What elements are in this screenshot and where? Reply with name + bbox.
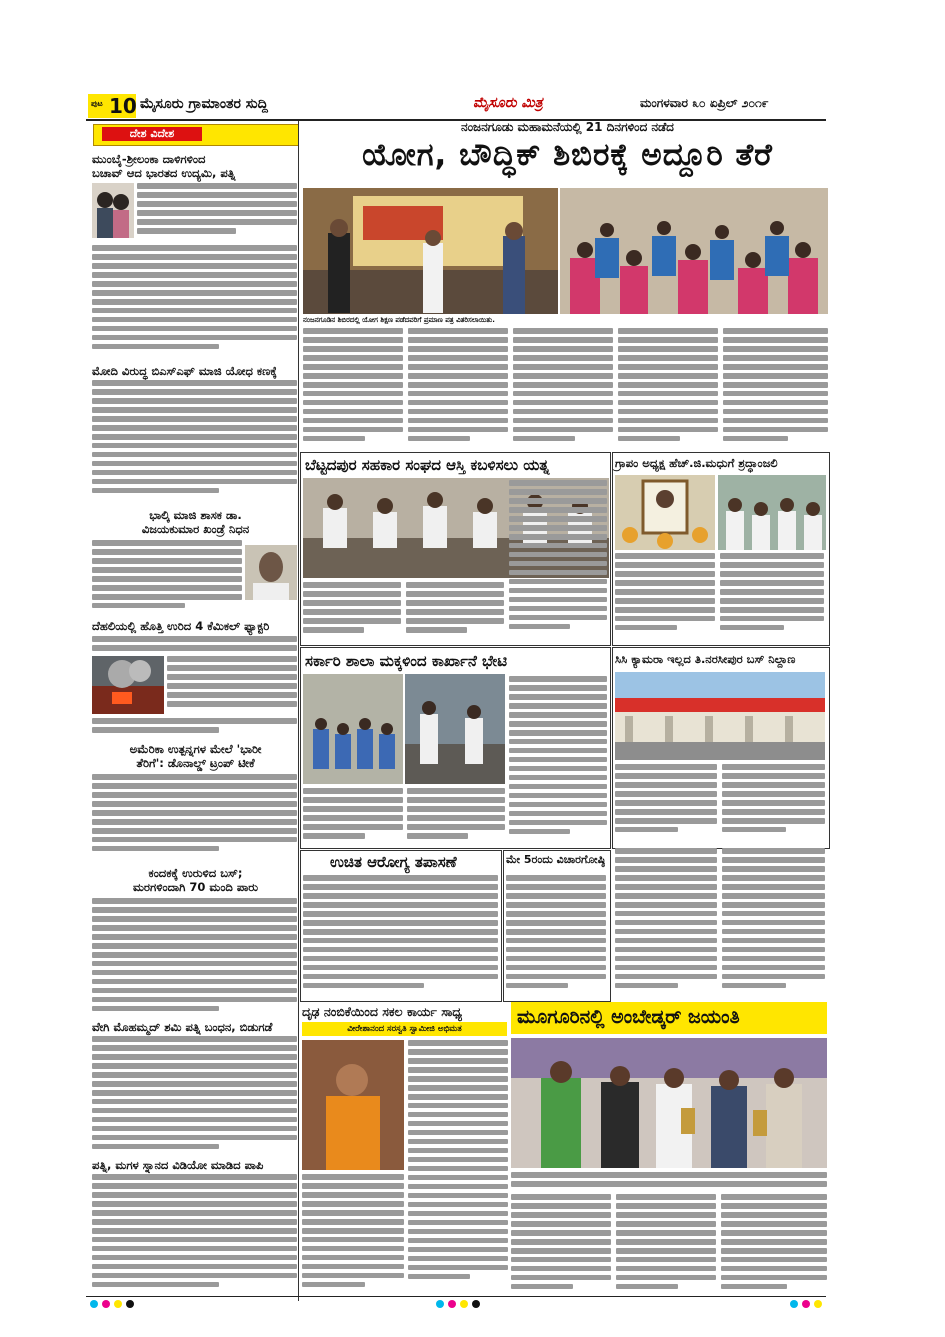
story-text <box>137 183 297 241</box>
sidebar-headline: ಭಾಲ್ಕಿ ಮಾಜಿ ಶಾಸಕ ಡಾ. <box>149 508 242 522</box>
school-children-image <box>303 674 403 784</box>
lead-kicker: ನಂಜನಗೂಡು ಮಹಾಮನೆಯಲ್ಲಿ 21 ದಿನಗಳಿಂದ ನಡೆದ <box>461 120 674 134</box>
story-text <box>506 875 606 997</box>
story-text <box>616 1194 716 1294</box>
story-text <box>722 848 825 998</box>
story-text <box>618 328 718 448</box>
footer-rule <box>86 1296 826 1297</box>
story-text <box>92 774 297 864</box>
story-text <box>92 636 297 654</box>
story-text <box>92 380 297 500</box>
lead-headline: ಯೋಗ, ಬೌದ್ಧಿಕ್ ಶಿಬಿರಕ್ಕೆ ಅದ್ದೂರಿ ತೆರೆ <box>362 137 773 173</box>
yoga-participants-image <box>560 188 828 314</box>
story-text <box>511 1194 611 1294</box>
tribute-headline: ಗ್ರಾಪಂ ಅಧ್ಯಕ್ಷ ಹೆಚ್.ಜಿ.ಮಧುಗೆ ಶ್ರದ್ಧಾಂಜಲಿ <box>615 456 778 470</box>
school-headline: ಸರ್ಕಾರಿ ಶಾಲಾ ಮಕ್ಕಳಿಂದ ಕಾರ್ಖಾನೆ ಭೇಟಿ <box>305 652 507 670</box>
story-text <box>92 718 297 738</box>
faith-subheadline: ವೀರೇಶಾನಂದ ಸರಸ್ವತಿ ಸ್ವಾಮೀಜಿ ಅಭಿಮತ <box>302 1022 507 1036</box>
story-text <box>303 875 498 997</box>
sidebar-subheadline: ಬಚಾವ್ ಆದ ಭಾರತದ ಉದ್ಯಮಿ, ಪತ್ನಿ <box>92 166 236 180</box>
story-text <box>407 788 505 844</box>
story-text <box>720 553 824 642</box>
sidebar-headline: ದೆಹಲಿಯಲ್ಲಿ ಹೊತ್ತಿ ಉರಿದ 4 ಕೆಮಿಕಲ್ ಫ್ಯಾಕ್ಟರಿ <box>92 619 270 633</box>
portrait-photo-image <box>245 545 297 600</box>
ambedkar-event-photo <box>511 1038 827 1168</box>
story-text <box>721 1194 827 1294</box>
swamiji-photo <box>302 1040 404 1170</box>
story-text <box>167 656 297 716</box>
faith-headline: ದೃಢ ನಂಬಿಕೆಯಿಂದ ಸಕಲ ಕಾರ್ಯ ಸಾಧ್ಯ <box>302 1004 463 1019</box>
story-text <box>406 582 504 642</box>
story-text <box>513 328 613 448</box>
health-headline: ಉಚಿತ ಆರೋಗ್ಯ ತಪಾಸಣೆ <box>330 853 457 871</box>
section-badge <box>93 124 299 146</box>
sidebar-headline: ಕಂದಕಕ್ಕೆ ಉರುಳಿದ ಬಸ್; <box>148 866 243 880</box>
story-text <box>509 676 607 844</box>
story-text <box>615 848 717 998</box>
yoga-stage-photo <box>303 188 558 314</box>
tribute-gathering-image <box>718 475 826 550</box>
yoga-stage-image <box>303 188 558 314</box>
story-text <box>303 788 403 844</box>
ambedkar-headline: ಮೂಗೂರಿನಲ್ಲಿ ಅಂಬೇಡ್ಕರ್ ಜಯಂತಿ <box>517 1006 740 1028</box>
ambedkar-event-image <box>511 1038 827 1168</box>
story-text <box>92 540 242 615</box>
sidebar-headline: ಮೋದಿ ವಿರುದ್ಧ ಬಿಎಸ್‌ಎಫ್ ಮಾಜಿ ಯೋಧ ಕಣಕ್ಕೆ <box>92 364 277 378</box>
story-text <box>302 1174 404 1294</box>
story-text <box>408 328 508 448</box>
factory-fire-image <box>92 656 164 714</box>
sidebar-divider <box>298 121 299 1301</box>
bus-headline: ಸಿಸಿ ಕ್ಯಾಮರಾ ಇಲ್ಲದ ತಿ.ನರಸೀಪುರ ಬಸ್ ನಿಲ್ದಾಣ <box>615 652 796 666</box>
yoga-participants-photo <box>560 188 828 314</box>
sidebar-subheadline: ವಿಜಯಕುಮಾರ ಖಂಡ್ರೆ ನಿಧನ <box>141 522 250 536</box>
portrait-photo <box>245 545 297 600</box>
factory-fire-photo <box>92 656 164 714</box>
page-label: ಪುಟ <box>91 99 103 108</box>
story-text <box>92 245 297 360</box>
sidebar-subheadline: ಮರಗಳಿಂದಾಗಿ 70 ಮಂದಿ ಪಾರು <box>132 880 259 894</box>
story-text <box>303 582 401 642</box>
tribute-portrait-image <box>615 475 715 550</box>
sidebar-headline: ವೇಗಿ ಮೊಹಮ್ಮದ್ ಶಮಿ ಪತ್ನಿ ಬಂಧನ, ಬಿಡುಗಡೆ <box>92 1020 273 1034</box>
section-badge-label: ದೇಶ ವಿದೇಶ <box>102 127 202 141</box>
page-number: 10 <box>109 94 137 118</box>
couple-photo-image <box>92 183 134 238</box>
story-text <box>92 898 297 1016</box>
school-visit-photo <box>405 674 505 784</box>
story-text <box>408 1040 508 1294</box>
couple-photo <box>92 183 134 238</box>
tribute-gathering-photo <box>718 475 826 550</box>
sidebar-headline: ಅಮೆರಿಕಾ ಉತ್ಪನ್ನಗಳ ಮೇಲೆ 'ಭಾರೀ <box>129 742 262 756</box>
sidebar-subheadline: ತೆರಿಗೆ': ಡೊನಾಲ್ಡ್ ಟ್ರಂಪ್ ಟೀಕೆ <box>136 756 255 770</box>
ambedkar-headline-box <box>511 1002 827 1034</box>
story-text <box>92 1036 297 1154</box>
sidebar-headline: ಪತ್ನಿ, ಮಗಳ ಸ್ನಾನದ ವಿಡಿಯೋ ಮಾಡಿದ ಪಾಪಿ <box>92 1158 264 1172</box>
bus-stand-photo <box>615 672 825 760</box>
seminar-headline: ಮೇ 5ರಂದು ವಿಚಾರಗೋಷ್ಠಿ <box>506 853 606 866</box>
swamiji-image <box>302 1040 404 1170</box>
sidebar-headline: ಮುಂಬೈ-ಶ್ರೀಲಂಕಾ ದಾಳಿಗಳಿಂದ <box>92 152 206 166</box>
issue-date: ಮಂಗಳವಾರ ೩೦ ಏಪ್ರಿಲ್ ೨೦೧೯ <box>640 96 769 110</box>
tribute-portrait-photo <box>615 475 715 550</box>
story-text <box>722 764 825 844</box>
masthead: ಮೈಸೂರು ಮಿತ್ರ <box>473 95 543 111</box>
lead-photo-caption: ನಂಜನಗೂಡಿನ ಶಿಬಿರದಲ್ಲಿ ಯೋಗ ಶಿಕ್ಷಣ ಪಡೆದವರಿಗೆ ಪ್ರಮಾಣ ಪತ್ರ ವಿತರಿಸಲಾಯಿತು. <box>303 316 495 324</box>
story-text <box>92 1174 297 1292</box>
school-visit-image <box>405 674 505 784</box>
school-children-photo <box>303 674 403 784</box>
story-text <box>303 328 403 448</box>
cooperative-headline: ಬೆಟ್ಟದಪುರ ಸಹಕಾರ ಸಂಘದ ಆಸ್ತಿ ಕಬಳಿಸಲು ಯತ್ನ <box>305 456 550 474</box>
story-text <box>723 328 828 448</box>
photo-caption-text <box>511 1172 827 1190</box>
section-title: ಮೈಸೂರು ಗ್ರಾಮಾಂತರ ಸುದ್ದಿ <box>140 96 268 112</box>
story-text <box>615 553 715 642</box>
page-number-box <box>88 94 136 118</box>
story-text <box>509 480 607 642</box>
story-text <box>615 764 717 844</box>
bus-stand-image <box>615 672 825 760</box>
